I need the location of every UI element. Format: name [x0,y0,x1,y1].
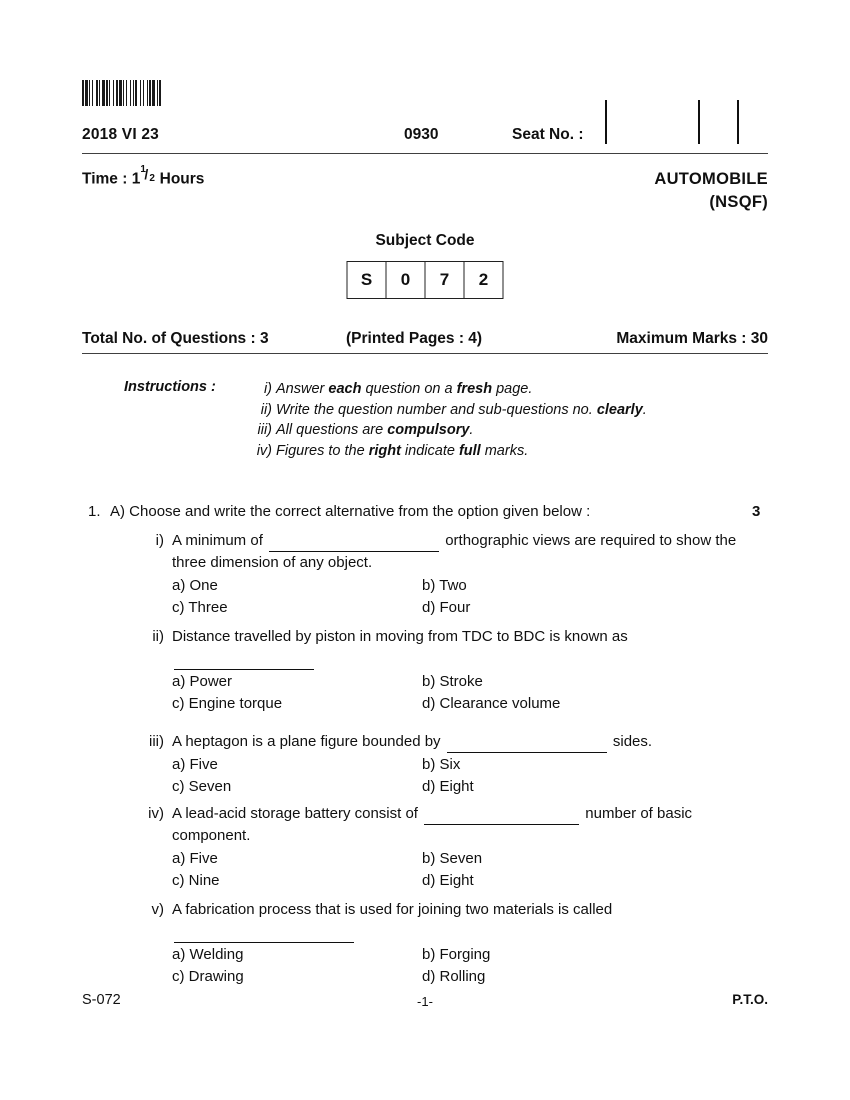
option-choice: d) Eight [422,778,474,795]
sub-question [138,803,768,892]
sub-question [138,530,768,619]
option-choice: a) Welding [172,946,244,963]
option-row [172,944,768,966]
instruction-text: All questions are compulsory. [276,422,474,438]
sub-question-number: iv) [148,805,164,822]
instruction-item [252,441,722,462]
subject-code-digit-3: 7 [426,262,465,298]
stem-text-after-blank: number of basic component. [172,805,693,844]
question-number: 1. [88,503,101,520]
seat-no-box-divider-1 [605,100,607,144]
option-row [172,671,768,693]
instruction-item [252,379,722,400]
answer-blank [174,928,354,943]
pto-marker: P.T.O. [732,992,768,1007]
sub-question-stem [172,899,768,943]
sub-question-number: iii) [149,733,164,750]
option-choice: c) Three [172,599,228,616]
sub-question [138,731,768,798]
sub-question-stem [172,731,768,753]
subject-qualifier: (NSQF) [709,193,768,211]
seat-no-box-divider-2 [698,100,700,144]
instruction-number: iii) [257,422,272,438]
question-part-label: A) [110,503,125,520]
answer-blank [174,655,314,670]
time-whole-number: 1 [131,170,141,188]
answer-blank [269,537,439,552]
stem-text-before-blank: Distance travelled by piston in moving from TDC to BDC is known as [172,628,628,645]
option-row [172,776,768,798]
instruction-number: ii) [260,401,272,418]
instruction-text: Write the question number and sub-questions no. clearly. [276,401,647,418]
barcode-bar [161,80,162,106]
option-row [172,575,768,597]
sub-question-number: v) [151,901,164,918]
instruction-number: iv) [256,442,272,459]
answer-blank [447,738,607,753]
option-choice: c) Drawing [172,968,244,985]
barcode-image [82,80,182,106]
stem-text-before-blank: A fabrication process that is used for joining two materials is called [172,901,613,918]
question-marks: 3 [752,503,761,520]
options-group [172,754,768,798]
sub-question-number: i) [155,532,164,549]
subject-code-digit-4: 2 [478,270,489,289]
options-group [172,944,768,988]
option-choice: a) Power [172,673,233,690]
time-label: Time : [82,170,128,188]
option-choice: d) Eight [422,872,474,889]
answer-blank [424,810,579,825]
option-choice: b) Seven [422,850,483,867]
instruction-number: i) [263,381,272,397]
instruction-text: Answer each question on a fresh page. [276,381,533,397]
stem-text-before-blank: A heptagon is a plane figure bounded by [172,733,445,750]
maximum-marks: Maximum Marks : 30 [616,330,768,347]
subject-code-digit-1: S [348,262,387,298]
sub-question-number: ii) [152,628,164,645]
option-choice: a) One [172,577,218,594]
fraction-numerator: 1 [140,164,146,175]
total-questions: Total No. of Questions : 3 [82,330,269,347]
option-choice: d) Clearance volume [422,695,561,712]
stem-text-after-blank: orthographic views are required to show the three dimension of any object. [172,532,737,571]
option-choice: b) Stroke [422,673,483,690]
exam-duration [82,164,205,189]
exam-time-code: 0930 [404,126,439,143]
subject-code-boxes [347,261,504,299]
option-choice: d) Rolling [422,968,486,985]
instructions-list [252,379,722,461]
instruction-item [252,420,722,441]
option-row [172,870,768,892]
options-group [172,848,768,892]
instruction-item [252,400,722,421]
totals-divider-rule [82,353,768,354]
instructions-label: Instructions : [124,379,216,395]
option-row [172,693,768,715]
option-choice: c) Engine torque [172,695,283,712]
seat-no-box-divider-3 [737,100,739,144]
subject-code-digit-2: 0 [387,262,426,298]
option-choice: a) Five [172,756,218,773]
option-choice: b) Six [422,756,461,773]
fraction-denominator: 2 [149,173,155,184]
question-prompt: Choose and write the correct alternative from the option given below : [129,503,591,520]
sub-question [138,626,768,715]
question-1-heading [88,503,590,520]
option-choice: c) Seven [172,778,232,795]
header-divider-rule [82,153,768,154]
option-choice: d) Four [422,599,471,616]
instruction-text: Figures to the right indicate full marks. [276,442,529,459]
time-fraction [140,164,155,184]
option-row [172,597,768,619]
option-choice: a) Five [172,850,218,867]
option-row [172,848,768,870]
options-group [172,575,768,619]
sub-question-stem [172,530,768,574]
printed-pages: (Printed Pages : 4) [346,330,483,347]
paper-code: S-072 [82,992,121,1008]
page-number: -1- [417,994,433,1009]
option-choice: b) Two [422,577,467,594]
options-group [172,671,768,715]
stem-text-after-blank: sides. [608,733,653,750]
sub-question-stem [172,626,768,670]
option-choice: c) Nine [172,872,220,889]
option-choice: b) Forging [422,946,491,963]
option-row [172,966,768,988]
option-row [172,754,768,776]
subject-code-title: Subject Code [375,232,475,249]
subject-name: AUTOMOBILE [654,170,768,188]
fraction-slash: / [144,166,149,182]
exam-date: 2018 VI 23 [82,126,159,143]
time-unit: Hours [159,170,205,188]
sub-question [138,899,768,988]
stem-text-before-blank: A minimum of [172,532,268,549]
stem-text-before-blank: A lead-acid storage battery consist of [172,805,423,822]
sub-question-stem [172,803,768,847]
seat-no-label: Seat No. : [512,126,584,143]
subject-title-block [654,168,768,214]
